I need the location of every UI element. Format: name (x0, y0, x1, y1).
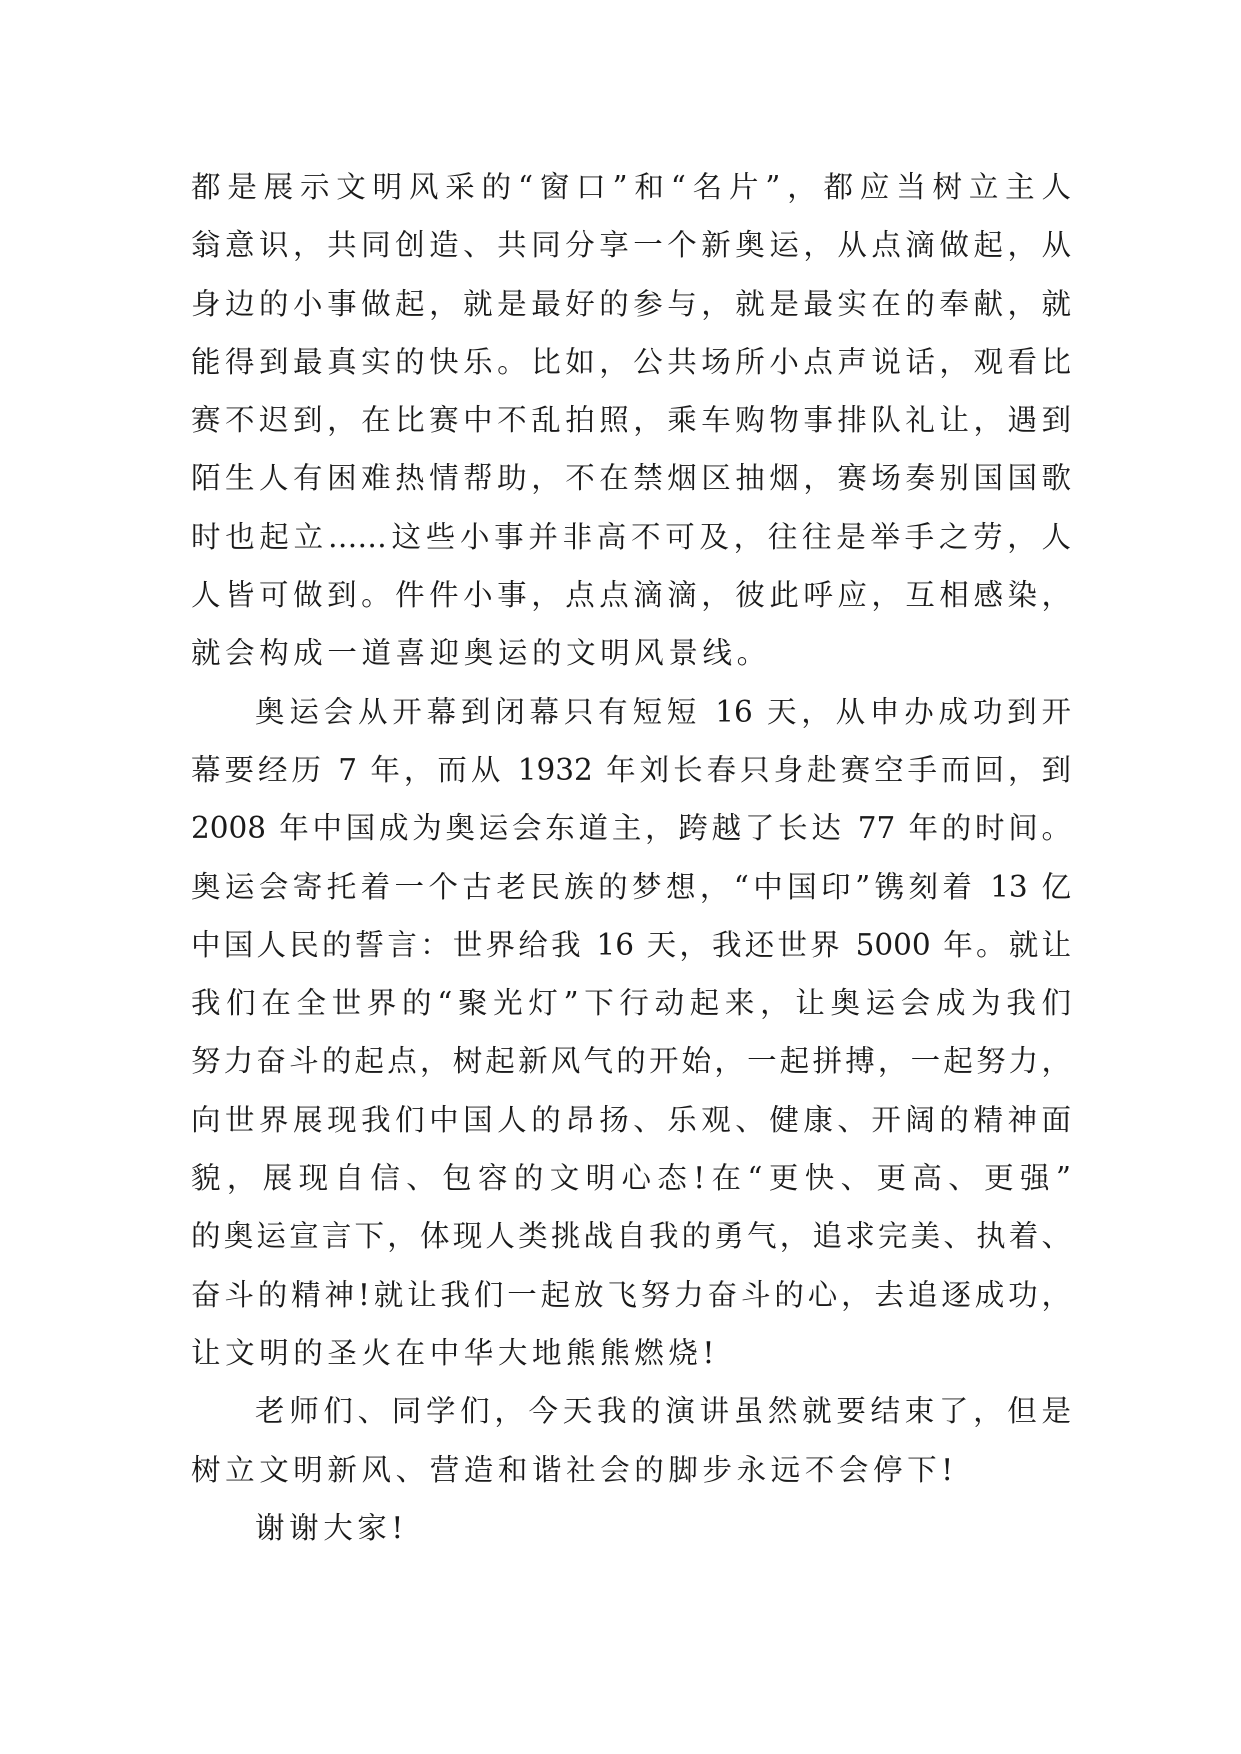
text-line: 陌生人有困难热情帮助，不在禁烟区抽烟，赛场奏别国国歌 (191, 461, 1071, 496)
text-line: 向世界展现我们中国人的昂扬、乐观、健康、开阔的精神面 (191, 1102, 1071, 1137)
closing-line: 谢谢大家! (255, 1510, 408, 1545)
text-line: 我们在全世界的“聚光灯”下行动起来，让奥运会成为我们 (191, 986, 1071, 1021)
text-line: 努力奋斗的起点，树起新风气的开始，一起拼搏，一起努力， (191, 1044, 1071, 1079)
text-line: 奋斗的精神!就让我们一起放飞努力奋斗的心，去追逐成功， (191, 1277, 1071, 1312)
text-line: 幕要经历 7 年，而从 1932 年刘长春只身赴赛空手而回，到 (191, 752, 1071, 787)
text-line: 貌，展现自信、包容的文明心态!在“更快、更高、更强” (191, 1161, 1071, 1196)
text-line: 2008 年中国成为奥运会东道主，跨越了长达 77 年的时间。 (191, 811, 1071, 846)
text-line: 身边的小事做起，就是最好的参与，就是最实在的奉献，就 (191, 286, 1071, 321)
text-line: 赛不迟到，在比赛中不乱拍照，乘车购物事排队礼让，遇到 (191, 403, 1071, 438)
text-line: 时也起立……这些小事并非高不可及，往往是举手之劳，人 (191, 519, 1071, 554)
text-line: 让文明的圣火在中华大地熊熊燃烧! (191, 1335, 719, 1370)
document-body (191, 158, 1071, 1557)
text-line: 能得到最真实的快乐。比如，公共场所小点声说话，观看比 (191, 344, 1071, 379)
paragraph-start-line: 老师们、同学们，今天我的演讲虽然就要结束了，但是 (255, 1394, 1071, 1429)
text-line: 奥运会寄托着一个古老民族的梦想，“中国印”镌刻着 13 亿 (191, 869, 1071, 904)
text-line: 中国人民的誓言：世界给我 16 天，我还世界 5000 年。就让 (191, 927, 1071, 962)
paragraph-start-line: 奥运会从开幕到闭幕只有短短 16 天，从申办成功到开 (255, 694, 1071, 729)
text-line: 的奥运宣言下，体现人类挑战自我的勇气，追求完美、执着、 (191, 1219, 1071, 1254)
text-line: 人皆可做到。件件小事，点点滴滴，彼此呼应，互相感染， (191, 578, 1071, 613)
text-line: 翁意识，共同创造、共同分享一个新奥运，从点滴做起，从 (191, 228, 1071, 263)
text-line: 就会构成一道喜迎奥运的文明风景线。 (191, 636, 771, 671)
text-line: 都是展示文明风采的“窗口”和“名片”，都应当树立主人 (191, 170, 1071, 204)
text-line: 树立文明新风、营造和谐社会的脚步永远不会停下! (191, 1452, 958, 1487)
